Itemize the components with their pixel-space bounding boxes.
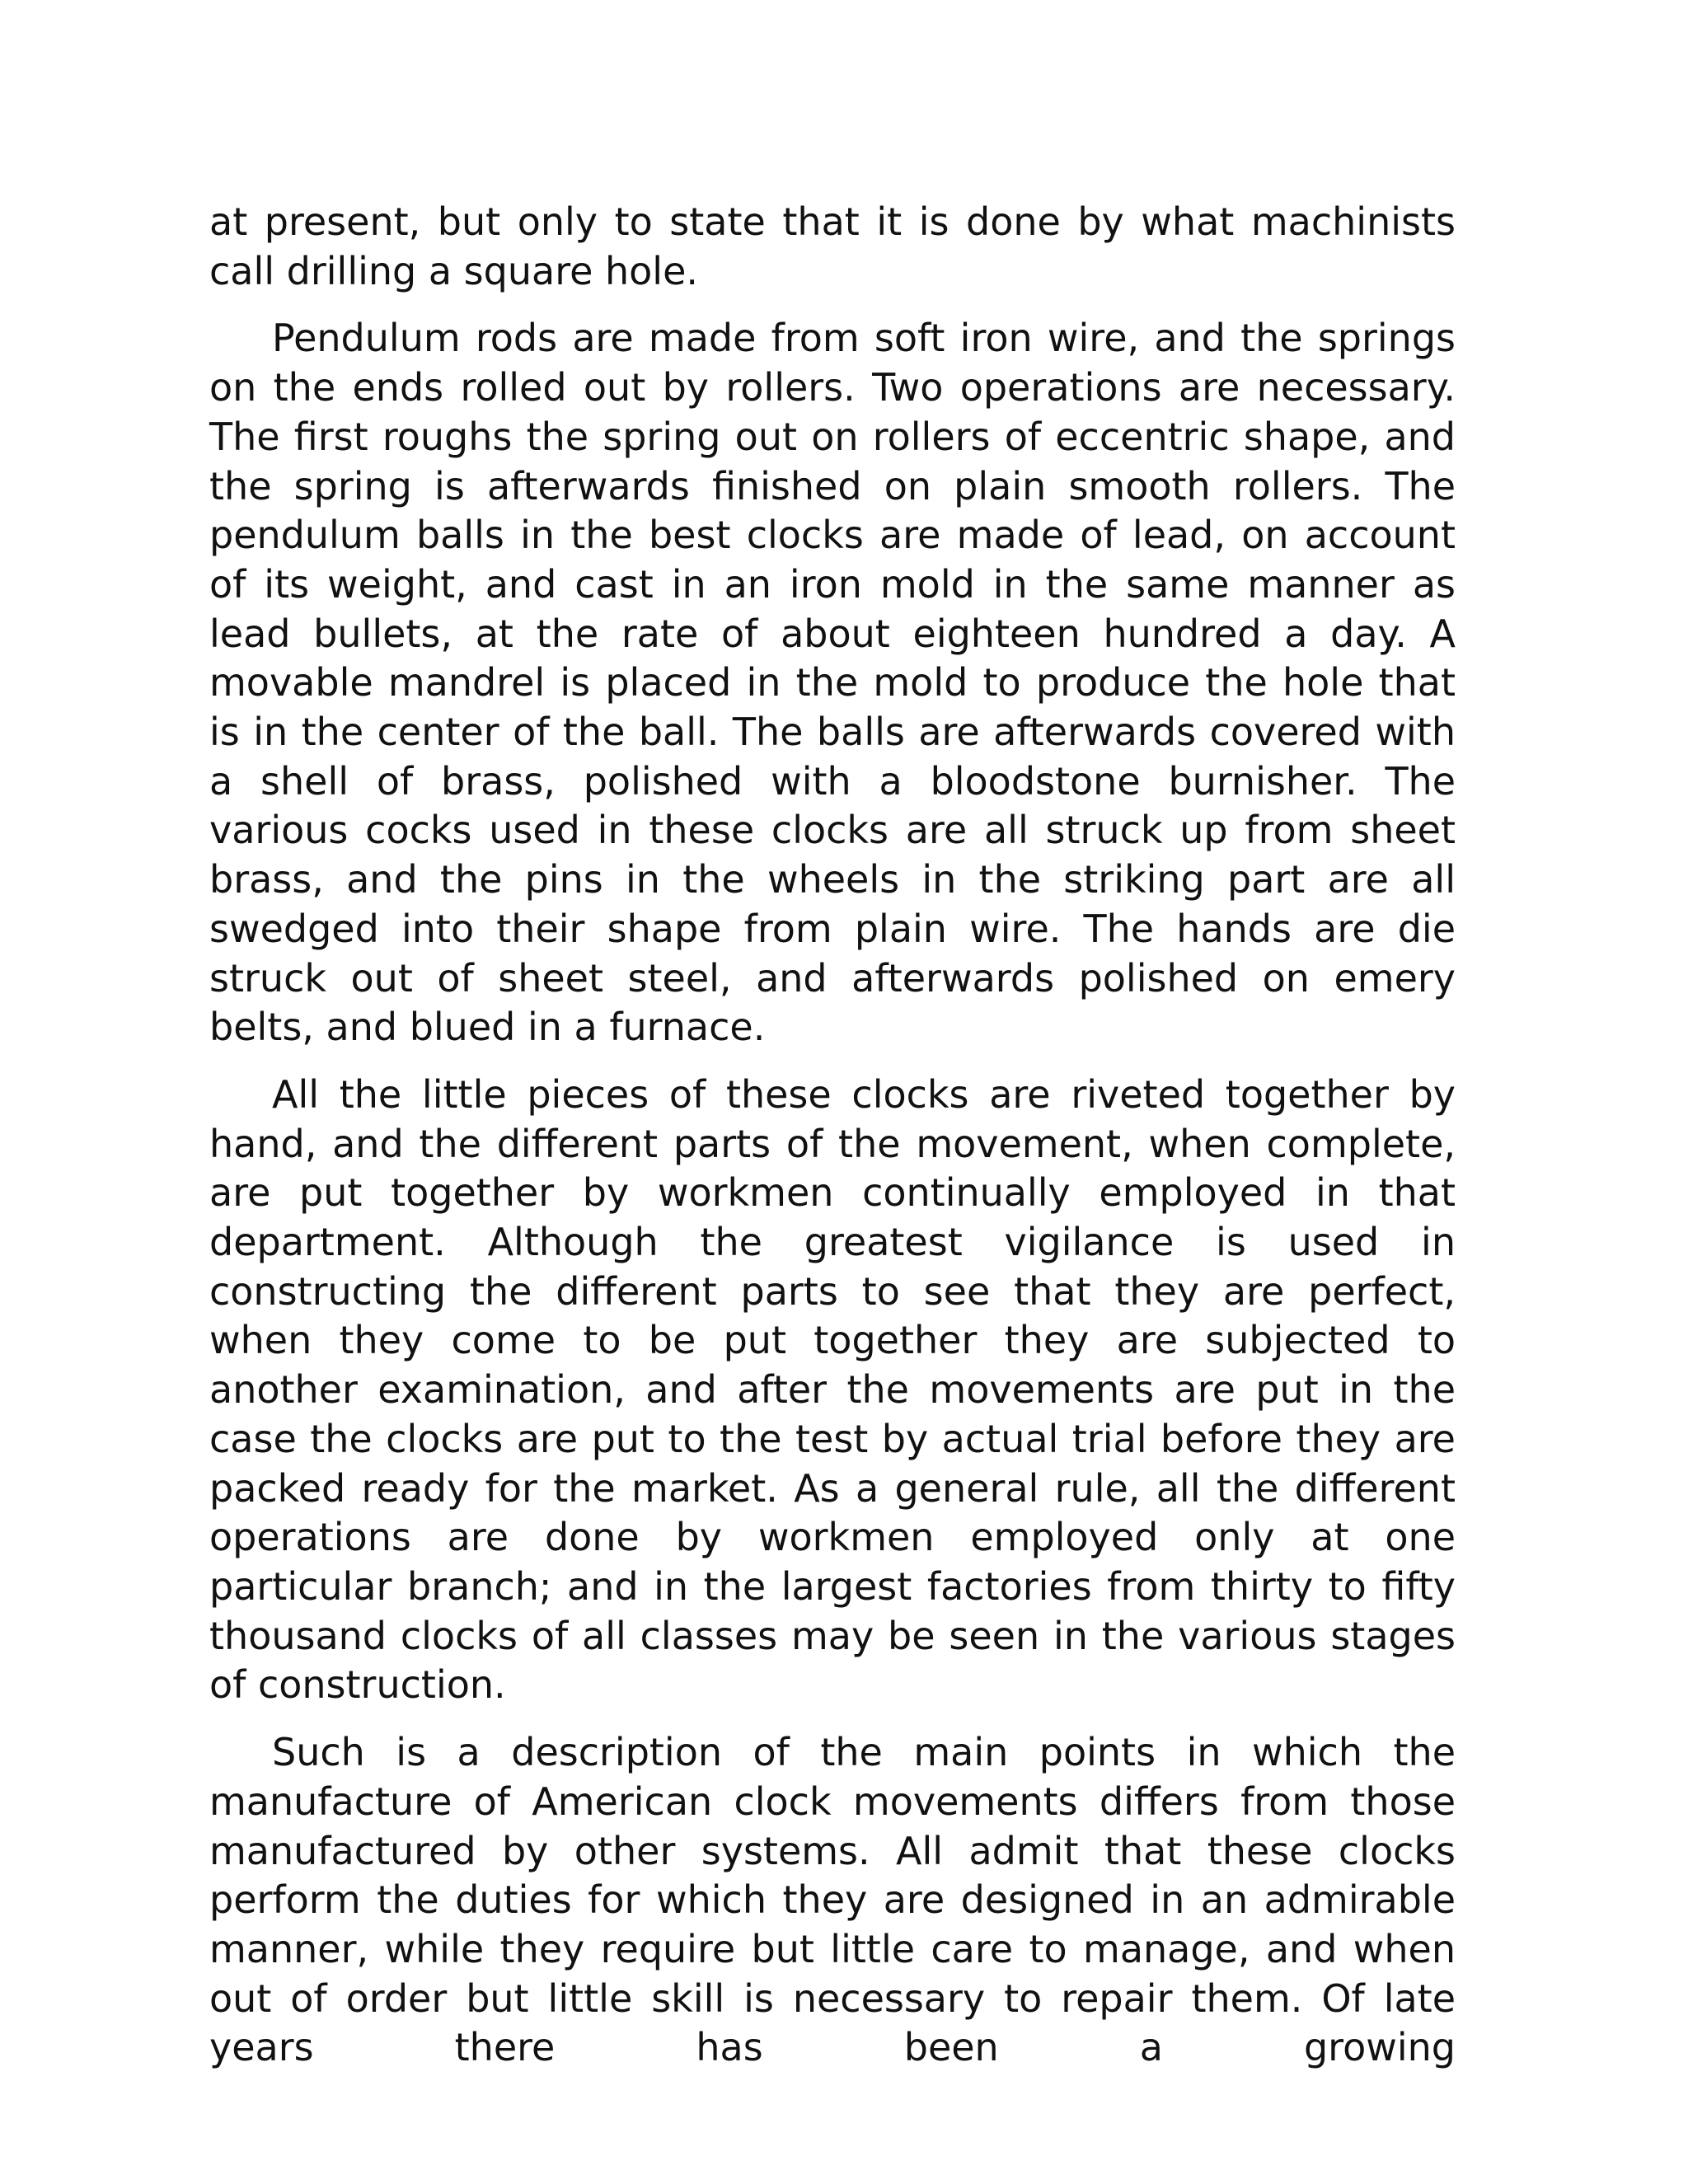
paragraph-pendulum-rods: Pendulum rods are made from soft iron wire, and the springs on the ends rolled out by rollers. Two operations are necessary. The first roughs the spring out on rollers of eccentric shape, and the spring is afterwards finished on plain smooth rollers. The pendulum balls in the best clocks are made of lead, on account of its weight, and cast in an iron mold in the same manner as lead bullets, at the rate of about eighteen hundred a day. A movable mandrel is placed in the mold to produce the hole that is in the center of the ball. The balls are afterwards covered with a shell of brass, polished with a bloodstone burnisher. The various cocks used in these clocks are all struck up from sheet brass, and the pins in the wheels in the striking part are all swedged into their shape from plain wire. The hands are die struck out of sheet steel, and afterwards polished on emery belts, and blued in a furnace. (209, 316, 1456, 1050)
paragraph-continuation: at present, but only to state that it is done by what machinists call drilling a square hole. (209, 199, 1456, 293)
body-text (209, 198, 1456, 2091)
paragraph-assembly: All the little pieces of these clocks are riveted together by hand, and the different parts of the movement, when complete, are put together by workmen continually employed in that department. Although the greatest vigilance is used in constructing the different parts to see that they are perfect, when they come to be put together they are subjected to another examination, and after the movements are put in the case the clocks are put to the test by actual trial before they are packed ready for the market. As a general rule, all the different operations are done by workmen employed only at one particular branch; and in the largest factories from thirty to fifty thousand clocks of all classes may be seen in the various stages of construction. (209, 1071, 1456, 1708)
paragraph-description: Such is a description of the main points in which the manufacture of American clock movements differs from those manufactured by other systems. All admit that these clocks perform the duties for which they are designed in an admirable manner, while they require but little care to manage, and when out of order but little skill is necessary to repair them. Of late years there has been a growing (209, 1730, 1456, 2070)
